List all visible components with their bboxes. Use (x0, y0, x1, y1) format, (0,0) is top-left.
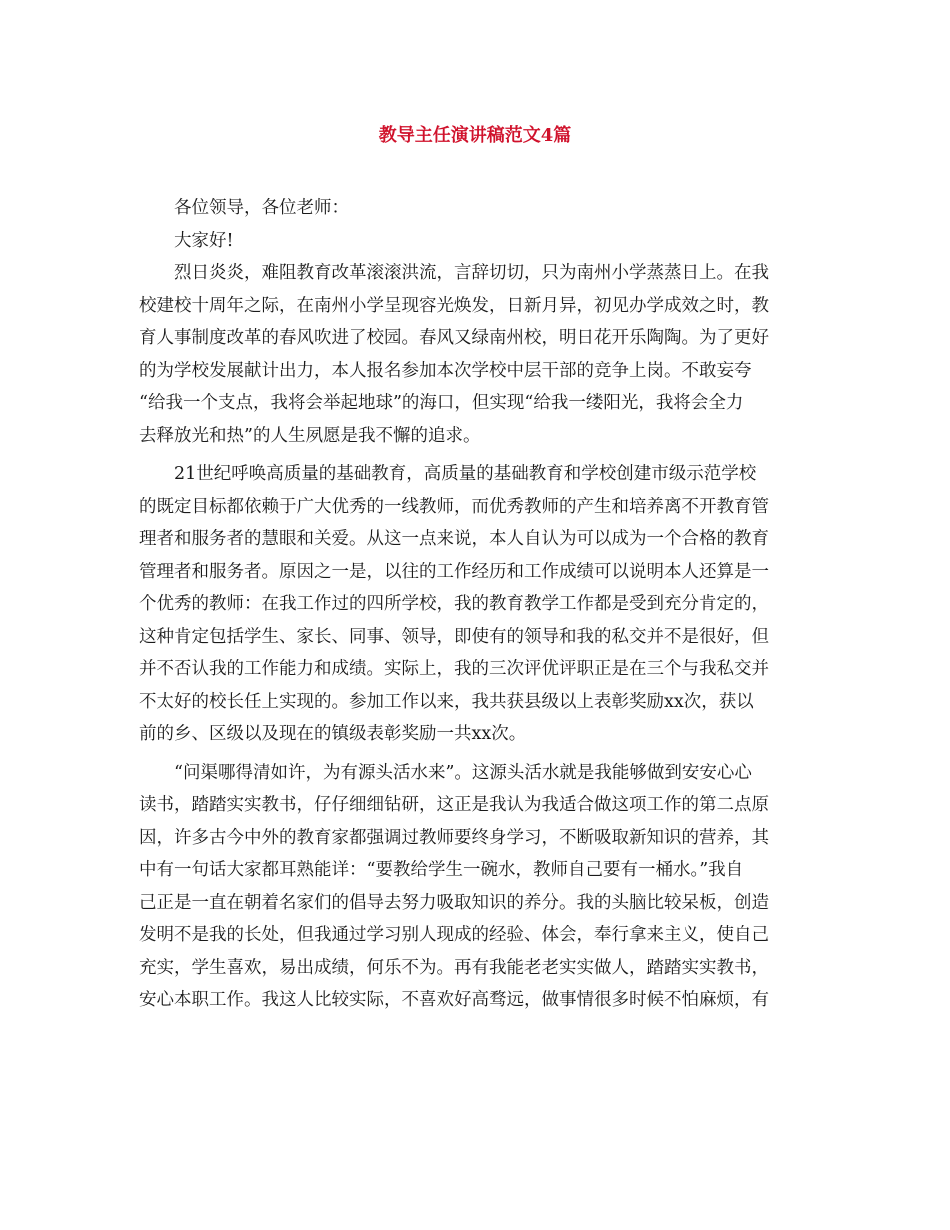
paragraph-3 (139, 757, 813, 1017)
paragraph-line: 安心本职工作。我这人比较实际，不喜欢好高骛远，做事情很多时候不怕麻烦，有 (139, 990, 769, 1010)
paragraph-line: 的既定目标都依赖于广大优秀的一线教师，而优秀教师的产生和培养离不开教育管 (139, 496, 769, 517)
paragraph-line: 己正是一直在朝着名家们的倡导去努力吸取知识的养分。我的头脑比较呆板，创造 (139, 892, 769, 913)
paragraph-line: 21世纪呼唤高质量的基础教育，高质量的基础教育和学校创建市级示范学校 (174, 464, 757, 484)
greeting: 大家好! (174, 230, 234, 251)
paragraph-line: 理者和服务者的慧眼和关爱。从这一点来说，本人自认为可以成为一个合格的教育 (139, 529, 769, 549)
document-title: 教导主任演讲稿范文4篇 (378, 125, 572, 146)
paragraph-line: 前的乡、区级以及现在的镇级表彰奖励一共xx次。 (139, 724, 527, 744)
paragraph-line: 中有一句话大家都耳熟能详：“要教给学生一碗水，教师自己要有一桶水。”我自 (139, 860, 744, 880)
paragraph-line: 育人事制度改革的春风吹进了校园。春风又绿南州校，明日花开乐陶陶。为了更好 (139, 328, 769, 348)
salutation: 各位领导，各位老师： (174, 198, 349, 218)
paragraph-line: 这种肯定包括学生、家长、同事、领导，即使有的领导和我的私交并不是很好，但 (139, 626, 769, 647)
paragraph-line: 烈日炎炎，难阻教育改革滚滚洪流，言辞切切，只为南州小学蒸蒸日上。在我 (174, 263, 769, 283)
paragraph-line: 充实，学生喜欢，易出成绩，何乐不为。再有我能老老实实做人，踏踏实实教书， (139, 957, 769, 978)
paragraph-2 (139, 458, 813, 751)
document-body (139, 192, 813, 1017)
paragraph-line: 去释放光和热”的人生夙愿是我不懈的追求。 (139, 425, 481, 446)
paragraph-1 (139, 257, 813, 452)
paragraph-line: 管理者和服务者。原因之一是，以往的工作经历和工作成绩可以说明本人还算是一 (139, 561, 769, 582)
paragraph-line: 并不否认我的工作能力和成绩。实际上，我的三次评优评职正是在三个与我私交并 (139, 659, 769, 679)
paragraph-line: 的为学校发展献计出力，本人报名参加本次学校中层干部的竞争上岗。不敢妄夸 (139, 360, 752, 381)
paragraph-line: “问渠哪得清如许，为有源头活水来”。这源头活水就是我能够做到安安心心 (174, 762, 752, 783)
paragraph-line: 不太好的校长任上实现的。参加工作以来，我共获县级以上表彰奖励xx次，获以 (139, 691, 754, 712)
paragraph-line: 校建校十周年之际，在南州小学呈现容光焕发，日新月异，初见办学成效之时，教 (139, 295, 769, 316)
paragraph-line: 个优秀的教师：在我工作过的四所学校，我的教育教学工作都是受到充分肯定的， (139, 594, 769, 614)
paragraph-line: 因，许多古今中外的教育家都强调过教师要终身学习，不断吸取新知识的营养，其 (139, 827, 769, 848)
paragraph-line: “给我一个支点，我将会举起地球”的海口，但实现“给我一缕阳光，我将会全力 (139, 393, 744, 413)
paragraph-line: 读书，踏踏实实教书，仔仔细细钻研，这正是我认为我适合做这项工作的第二点原 (139, 795, 769, 815)
paragraph-line: 发明不是我的长处，但我通过学习别人现成的经验、体会，奉行拿来主义，使自己 (139, 925, 769, 945)
